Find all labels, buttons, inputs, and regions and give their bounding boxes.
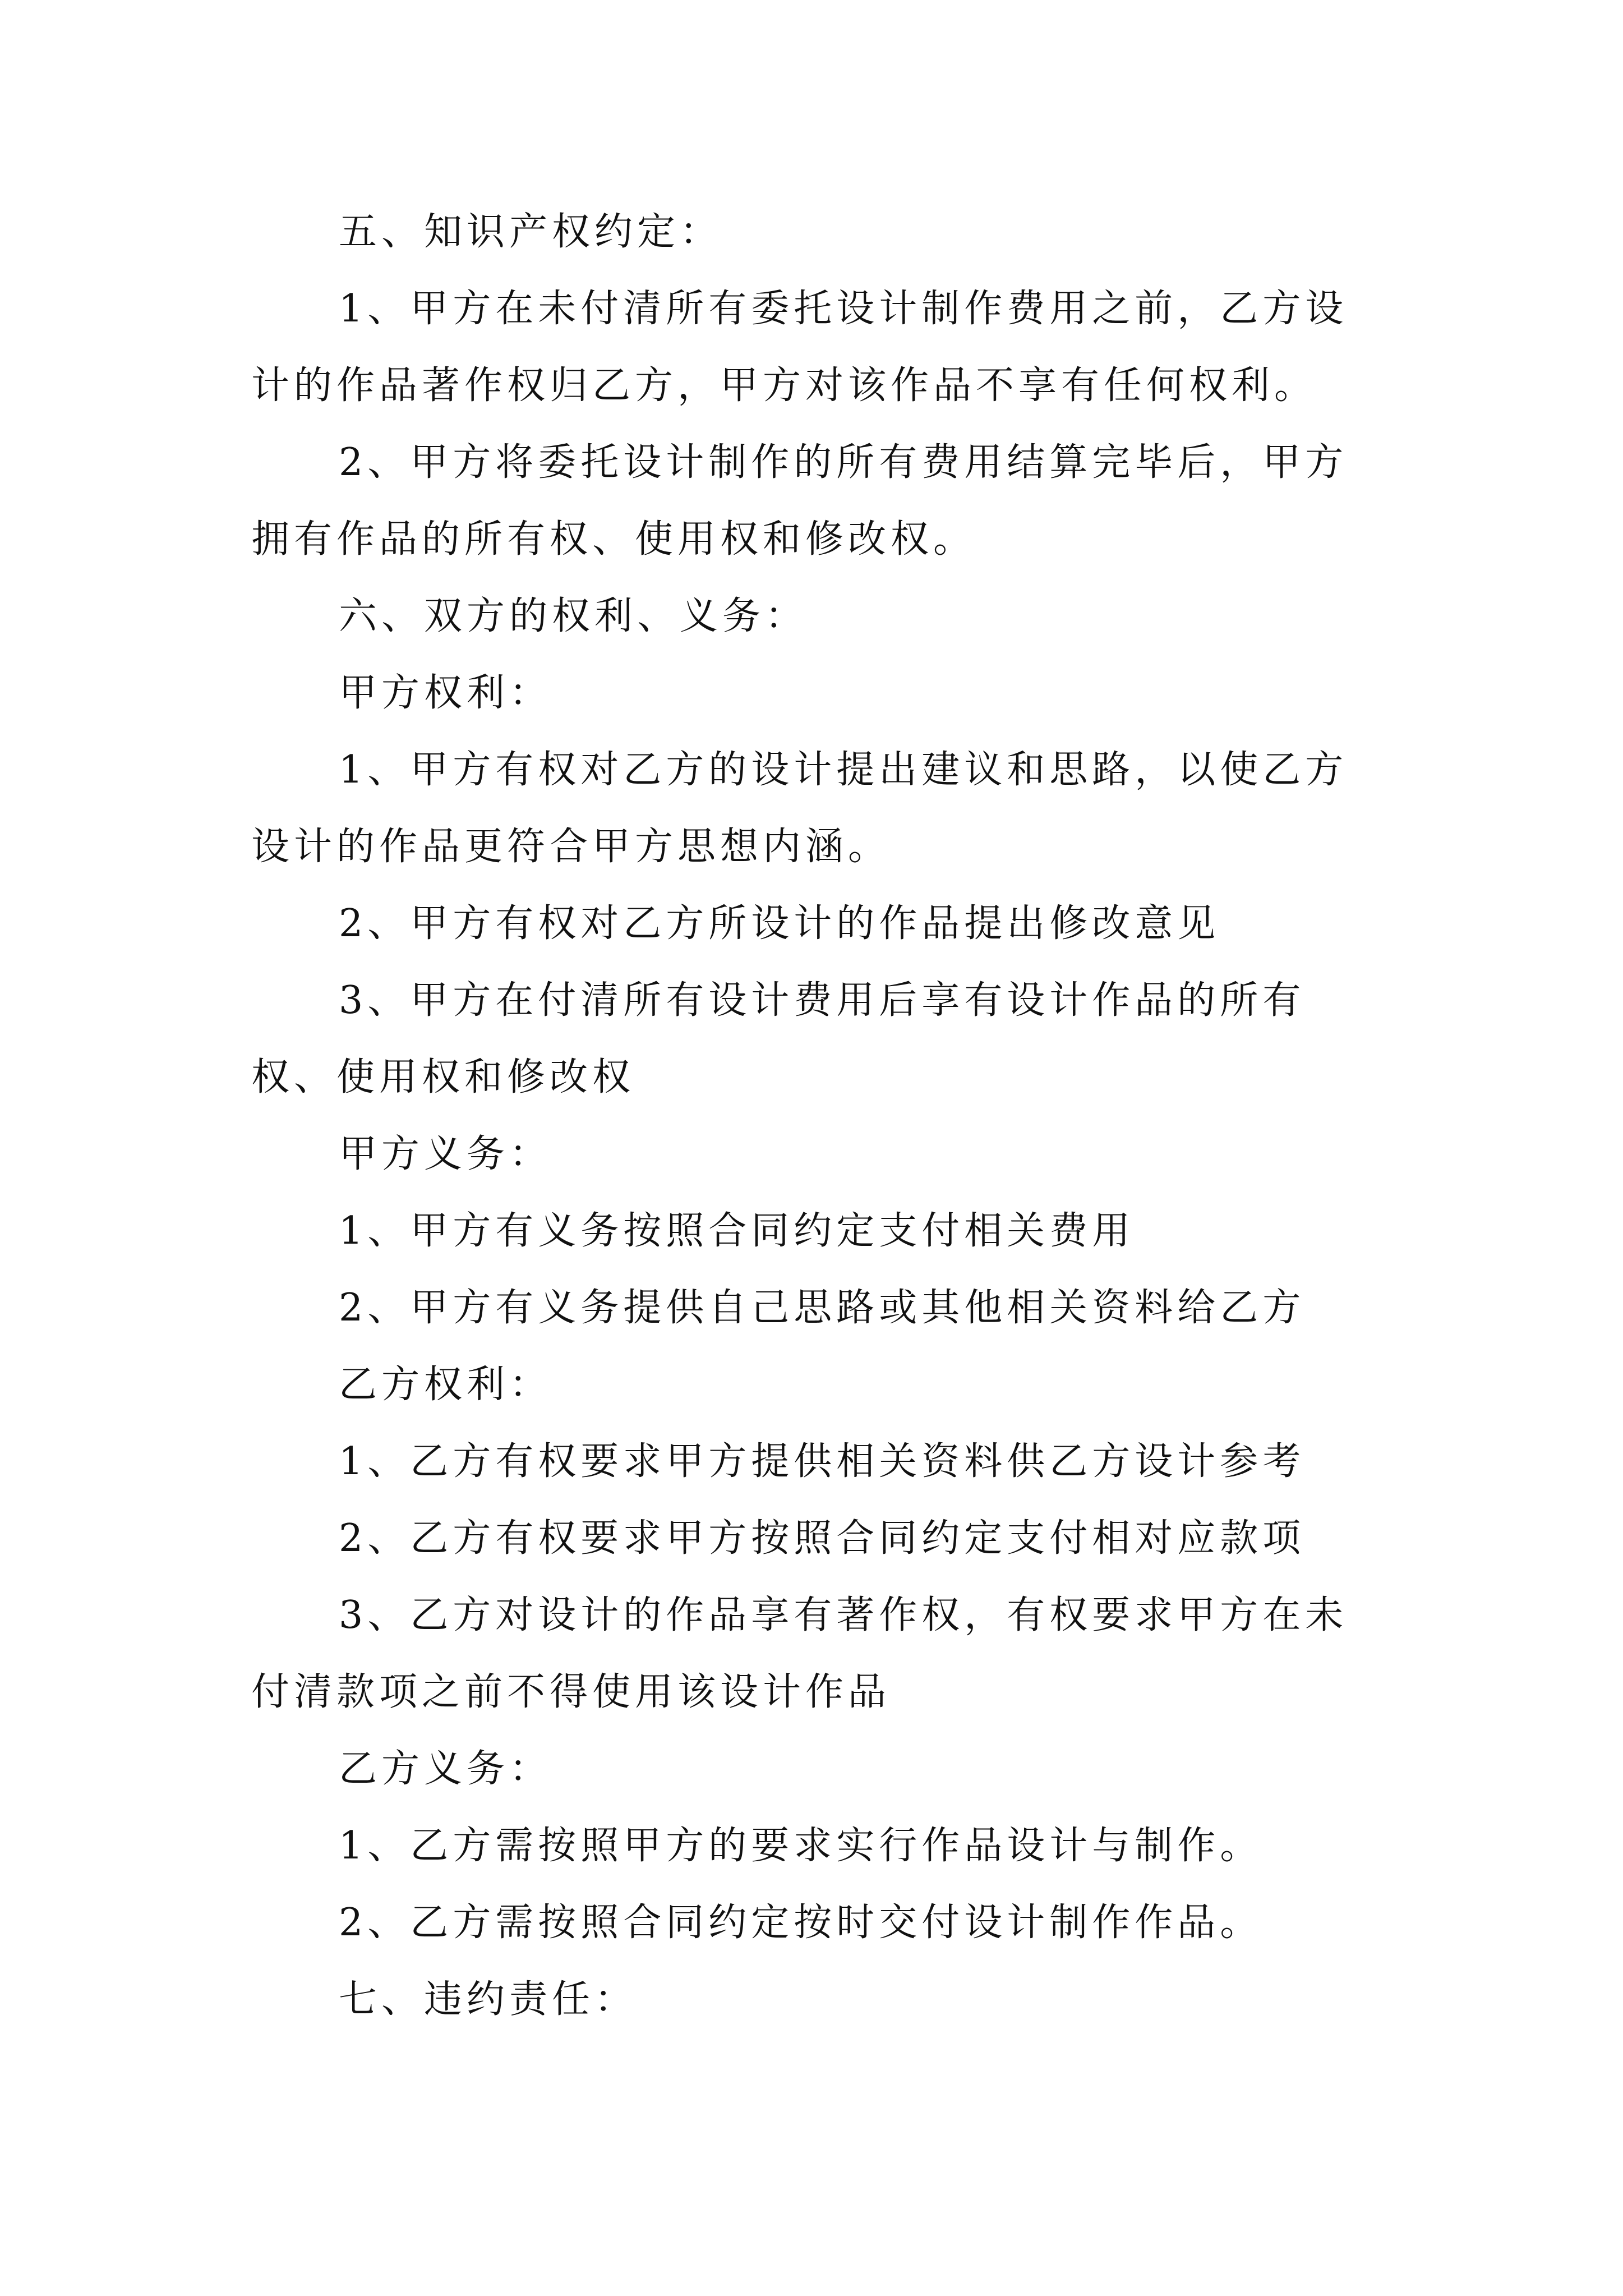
clause-a-rights-1: 1、甲方有权对乙方的设计提出建议和思路，以使乙方设计的作品更符合甲方思想内涵。: [251, 748, 1348, 869]
section-heading-liability: 七、违约责任：: [339, 1977, 638, 2022]
clause-a-duties-1: 1、甲方有义务按照合同约定支付相关费用: [339, 1209, 1135, 1253]
subheading-party-b-rights: 乙方权利：: [339, 1363, 552, 1407]
clause-a-rights-3: 3、甲方在付清所有设计费用后享有设计作品的所有权、使用权和修改权: [251, 978, 1306, 1099]
clause-ip-2: 2、甲方将委托设计制作的所有费用结算完毕后，甲方拥有作品的所有权、使用权和修改权。: [251, 440, 1348, 562]
clause-a-duties-2: 2、甲方有义务提供自己思路或其他相关资料给乙方: [339, 1286, 1306, 1330]
clause-b-rights-3: 3、乙方对设计的作品享有著作权，有权要求甲方在未付清款项之前不得使用该设计作品: [251, 1593, 1348, 1714]
clause-a-rights-2: 2、甲方有权对乙方所设计的作品提出修改意见: [339, 901, 1220, 946]
subheading-party-a-duties: 甲方义务：: [339, 1132, 552, 1176]
section-heading-rights: 六、双方的权利、义务：: [339, 594, 808, 638]
subheading-party-b-duties: 乙方义务：: [339, 1747, 552, 1791]
clause-b-duties-1: 1、乙方需按照甲方的要求实行作品设计与制作。: [339, 1824, 1263, 1868]
document-body: [251, 194, 1386, 2038]
clause-ip-1: 1、甲方在未付清所有委托设计制作费用之前，乙方设计的作品著作权归乙方，甲方对该作品不享有任何权利。: [251, 287, 1348, 408]
section-heading-ip: 五、知识产权约定：: [339, 210, 723, 254]
clause-b-rights-2: 2、乙方有权要求甲方按照合同约定支付相对应款项: [339, 1516, 1306, 1561]
clause-b-rights-1: 1、乙方有权要求甲方提供相关资料供乙方设计参考: [339, 1439, 1306, 1484]
subheading-party-a-rights: 甲方权利：: [339, 671, 552, 715]
clause-b-duties-2: 2、乙方需按照合同约定按时交付设计制作作品。: [339, 1901, 1263, 1945]
